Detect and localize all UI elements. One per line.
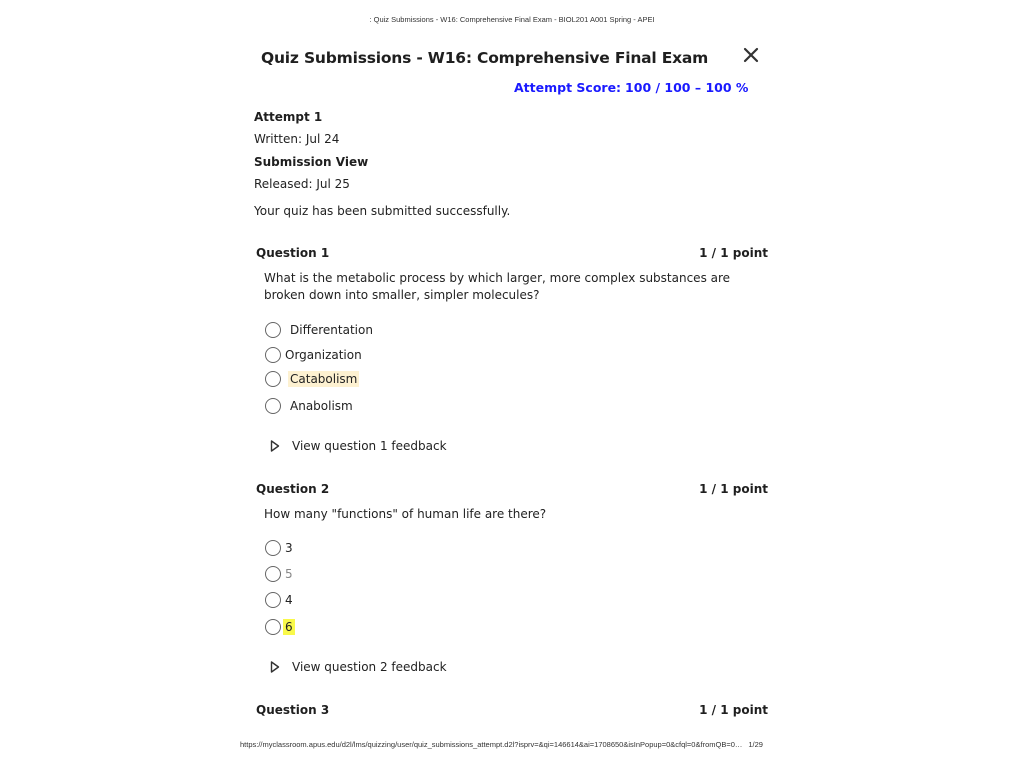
- option-label-selected: Catabolism: [290, 372, 358, 386]
- close-icon: [740, 44, 762, 66]
- question-2-option-4[interactable]: [265, 617, 295, 637]
- radio-button-icon[interactable]: [265, 347, 281, 363]
- question-1-text: What is the metabolic process by which larger, more complex substances are broken down into smaller, simpler molecules?: [264, 271, 731, 302]
- option-label: Differentation: [290, 323, 373, 337]
- feedback-label: View question 2 feedback: [292, 660, 447, 674]
- question-1-points: 1 / 1 point: [699, 246, 768, 260]
- print-page-number: 1/29: [748, 740, 763, 749]
- question-1-title: Question 1: [256, 246, 330, 260]
- option-label: 5: [285, 567, 293, 581]
- option-label: 3: [285, 541, 293, 555]
- radio-button-icon[interactable]: [265, 592, 281, 608]
- caret-right-icon: [270, 661, 280, 673]
- question-2-title: Question 2: [256, 482, 330, 496]
- option-label: 4: [285, 593, 293, 607]
- question-3-title: Question 3: [256, 703, 330, 717]
- question-1-header: [256, 246, 768, 260]
- radio-button-icon[interactable]: [265, 619, 281, 635]
- print-footer: [240, 740, 763, 749]
- close-button[interactable]: [740, 44, 762, 66]
- feedback-label: View question 1 feedback: [292, 439, 447, 453]
- option-label-selected: 6: [285, 620, 293, 634]
- question-1-option-1[interactable]: [265, 320, 375, 340]
- question-2-option-1[interactable]: [265, 538, 295, 558]
- view-question-1-feedback[interactable]: [270, 439, 447, 453]
- question-2-points: 1 / 1 point: [699, 482, 768, 496]
- question-2-option-3[interactable]: [265, 590, 295, 610]
- attempt-heading: Attempt 1: [254, 110, 323, 124]
- radio-button-icon[interactable]: [265, 371, 281, 387]
- attempt-score-label: Attempt Score:: [514, 80, 622, 95]
- radio-button-icon[interactable]: [265, 566, 281, 582]
- caret-right-icon: [270, 440, 280, 452]
- question-1-option-4[interactable]: [265, 396, 355, 416]
- written-date: Written: Jul 24: [254, 132, 340, 146]
- print-footer-url: https://myclassroom.apus.edu/d2l/lms/quizzing/user/quiz_submissions_attempt.d2l?isprv=&qi=146614&ai=1708650&isInPopup=0&cfql=0&fromQB=0…: [240, 740, 743, 749]
- radio-button-icon[interactable]: [265, 322, 281, 338]
- question-2-header: [256, 482, 768, 496]
- submission-message: Your quiz has been submitted successfully.: [254, 204, 511, 218]
- attempt-score-value: 100 / 100 – 100 %: [625, 80, 749, 95]
- question-1-option-2[interactable]: [265, 345, 364, 365]
- submission-view-heading: Submission View: [254, 155, 369, 169]
- view-question-2-feedback[interactable]: [270, 660, 447, 674]
- option-label: Anabolism: [290, 399, 353, 413]
- print-header: : Quiz Submissions - W16: Comprehensive Final Exam - BIOL201 A001 Spring - APEI: [369, 15, 655, 24]
- option-label: Organization: [285, 348, 362, 362]
- question-2-option-2[interactable]: [265, 564, 295, 584]
- attempt-score: [514, 80, 748, 95]
- released-date: Released: Jul 25: [254, 177, 350, 191]
- question-1-option-3[interactable]: [265, 369, 359, 389]
- radio-button-icon[interactable]: [265, 540, 281, 556]
- question-3-header: [256, 703, 768, 717]
- page-title: Quiz Submissions - W16: Comprehensive Final Exam: [261, 49, 709, 67]
- radio-button-icon[interactable]: [265, 398, 281, 414]
- question-2-text: How many "functions" of human life are there?: [264, 507, 547, 521]
- question-3-points: 1 / 1 point: [699, 703, 768, 717]
